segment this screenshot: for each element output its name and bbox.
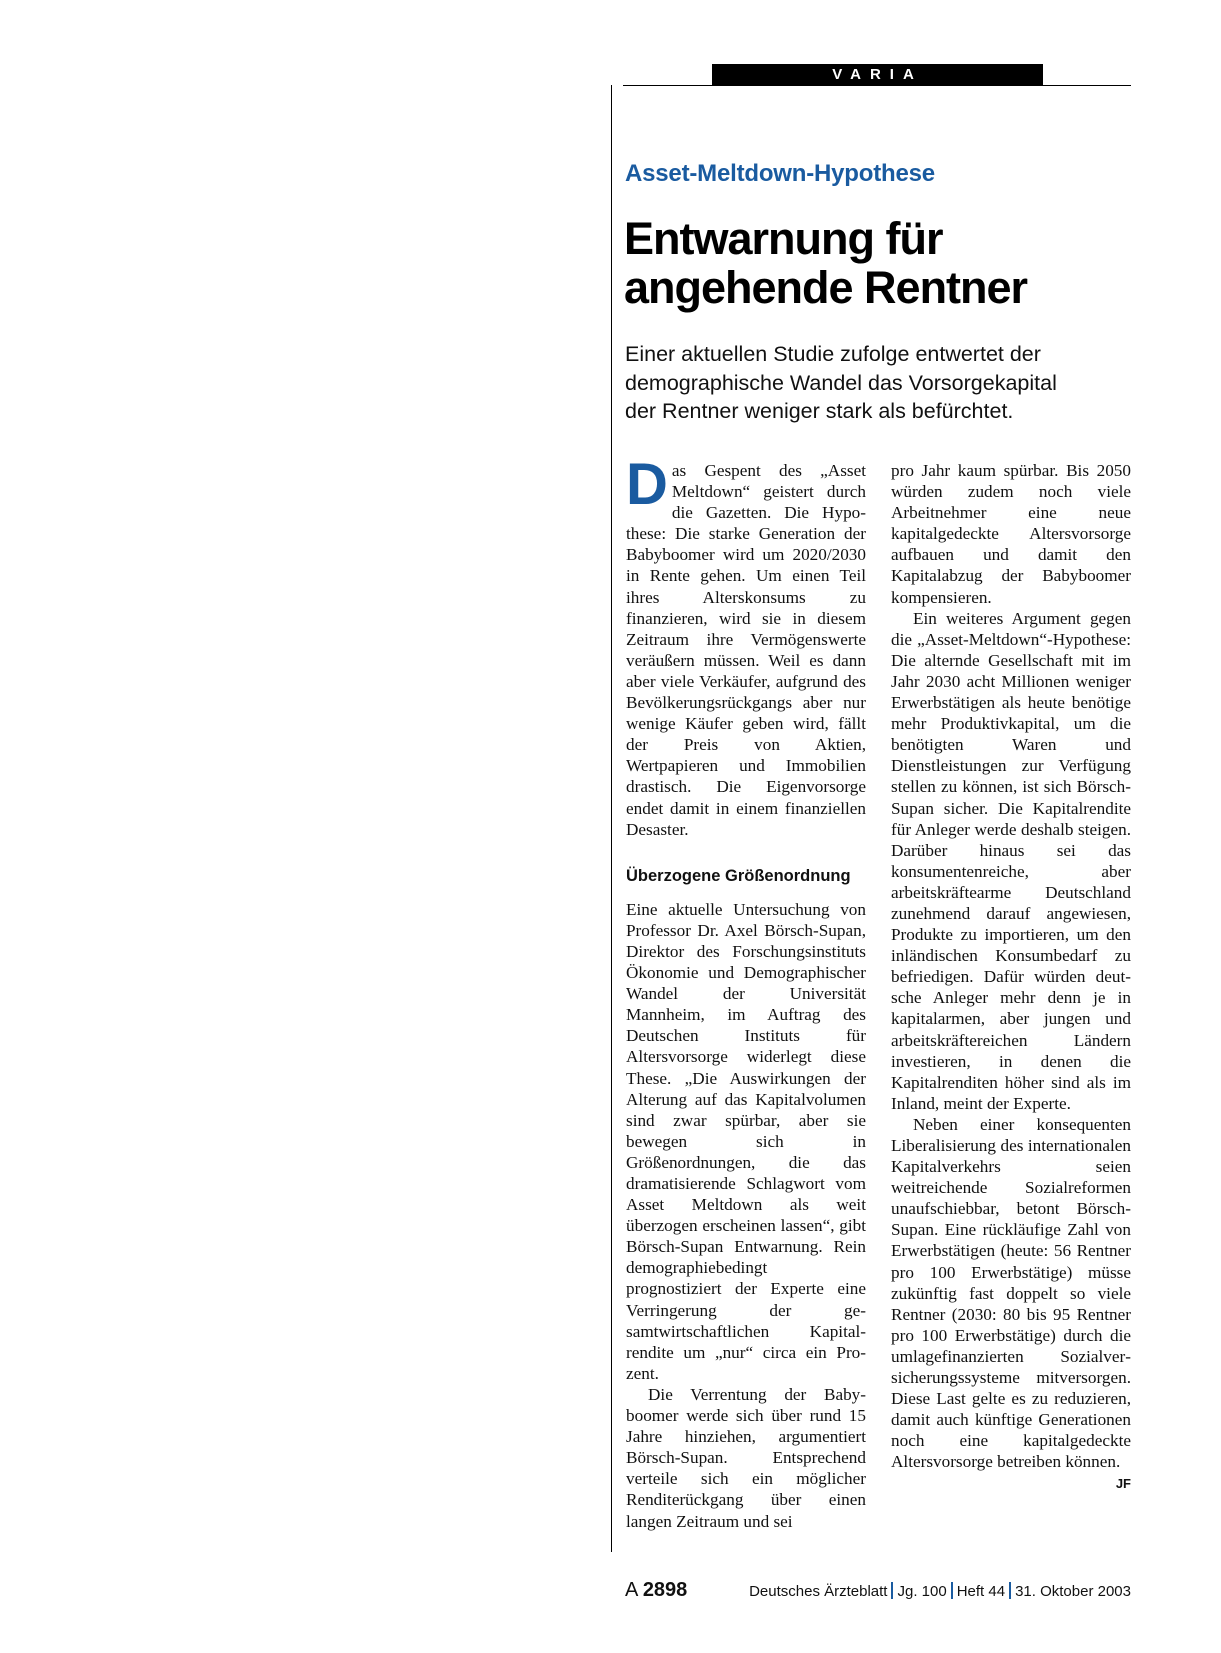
separator: [1009, 1582, 1011, 1599]
journal-issue: Heft 44: [956, 1583, 1006, 1600]
separator: [891, 1582, 893, 1599]
page-prefix: A: [625, 1579, 638, 1601]
deck-line: Einer aktuellen Studie zufolge entwertet der: [625, 342, 1041, 366]
paragraph-5-text: Neben einer konsequenten Liberalisierung des internationalen Kapitalverkehrs seien weitreichende Sozialreformen unaufschiebbar, betont Börsch-Supan. Eine rückläufige Zahl von Erwerbstätigen (heute: 56 Rentner pro 100 Erwerbstätige) müsse zukünftig fast doppelt so viele Rentner (2030: 80 bis 95 Rentner pro 100 Erwerbstätige) durch die umlagefinanzierten Sozialversicherungssysteme mitversorgen. Diese Last gelte es zu reduzieren, damit auch künftige Generationen noch eine kapitalgedeckte Altersvorsorge betreiben können.: [891, 1114, 1131, 1472]
paragraph-3-continued: pro Jahr kaum spürbar. Bis 2050 würden zudem noch viele Arbeitnehmer eine neue kapitalgedeckte Altersvorsorge aufbauen und damit den Kapitalabzug der Babyboomer kompensieren.: [891, 461, 1131, 607]
paragraph-5: [891, 1114, 1131, 1491]
drop-cap: D: [626, 452, 668, 517]
page-number-value: 2898: [642, 1579, 688, 1601]
top-rule: [623, 85, 1131, 86]
page-number: [625, 1579, 687, 1602]
section-label: VARIA: [712, 64, 1043, 86]
headline-line-1: Entwarnung für: [624, 213, 943, 264]
journal-name: Deutsches Ärzteblatt: [749, 1583, 888, 1600]
journal-volume: Jg. 100: [897, 1583, 947, 1600]
column-rule: [611, 85, 612, 1552]
headline-line-2: angehende Rentner: [624, 262, 1028, 313]
paragraph-1-text: as Gespent des „Asset Meltdown“ geistert durch die Gazetten. Die Hypothese: Die starke Generation der Babyboomer wird um 2020/2030 in Rente gehen. Um einen Teil ihres Alterskonsums zu finanzieren, wird sie in diesem Zeitraum ihre Vermögenswerte veräußern müssen. Weil es dann aber viele Verkäufer, aufgrund des Bevölkerungsrückgangs aber nur wenige Käufer geben wird, fällt der Preis von Aktien, Wertpapieren und Immobilien drastisch. Die Eigenvorsorge endet damit in einem finanziellen Desaster.: [626, 461, 866, 839]
headline: [624, 214, 1144, 312]
journal-info: [749, 1582, 1131, 1600]
journal-date: 31. Oktober 2003: [1015, 1583, 1131, 1600]
deck-line: demographische Wandel das Vorsorgekapital: [625, 370, 1057, 395]
paragraph-2: Eine aktuelle Untersuchung von Professor Dr. Axel Börsch-Supan, Direktor des Forschungsinstituts Ökonomie und Demographischer Wandel der Universität Mannheim, im Auftrag des Deutschen Instituts für Altersvorsorge widerlegt diese These. „Die Auswirkungen der Alterung auf das Kapitalvolumen sind zwar spürbar, aber sie bewegen sich in Größenordnungen, die das dramatisierende Schlagwort vom Asset Meltdown als weit überzogen erscheinen lassen“, gibt Börsch-Supan Entwarnung. Rein demographiebedingt prognostiziert der Experte eine Verringerung der gesamtwirtschaftlichen Kapitalrendite um „nur“ circa ein Prozent.: [626, 899, 866, 1383]
deck-line: der Rentner weniger stark als befürchtet.: [625, 399, 1014, 423]
deck: [625, 340, 1145, 426]
article-column-1: [626, 452, 866, 1532]
subheading: Überzogene Größenordnung: [626, 866, 851, 885]
author-initials: JF: [1115, 1475, 1131, 1491]
kicker: Asset-Meltdown-Hypothese: [625, 160, 935, 187]
article-column-2: [891, 460, 1131, 1494]
paragraph-4: Ein weiteres Argument gegen die „Asset-Meltdown“-Hypothese: Die alternde Gesellschaft mit im Jahr 2030 acht Millionen weniger Erwerbstätigen als heute benötige mehr Produktivkapital, um die benötigten Waren und Dienstleistungen zur Verfügung stellen zu können, ist sich Börsch-Supan sicher. Die Kapitalrendite für Anleger werde deshalb steigen. Darüber hinaus sei das konsumentenreiche, aber arbeitskräftearme Deutschland zunehmend darauf angewiesen, Produkte zu importieren, um den inländischen Konsumbedarf zu befriedigen. Dafür würden deutsche Anleger mehr denn je in kapitalarmen, aber jungen und arbeitskräftereichen Ländern investieren, in denen die Kapitalrenditen höher sind als im Inland, meint der Experte.: [891, 608, 1131, 1113]
page-footer: [625, 1579, 1131, 1605]
paragraph-3: Die Verrentung der Babyboomer werde sich über rund 15 Jahre hinziehen, argumentiert Börsch-Supan. Entsprechend verteile sich ein möglicher Renditerückgang über einen langen Zeitraum und sei: [626, 1384, 866, 1531]
paragraph-1: [626, 452, 866, 840]
separator: [951, 1582, 953, 1599]
